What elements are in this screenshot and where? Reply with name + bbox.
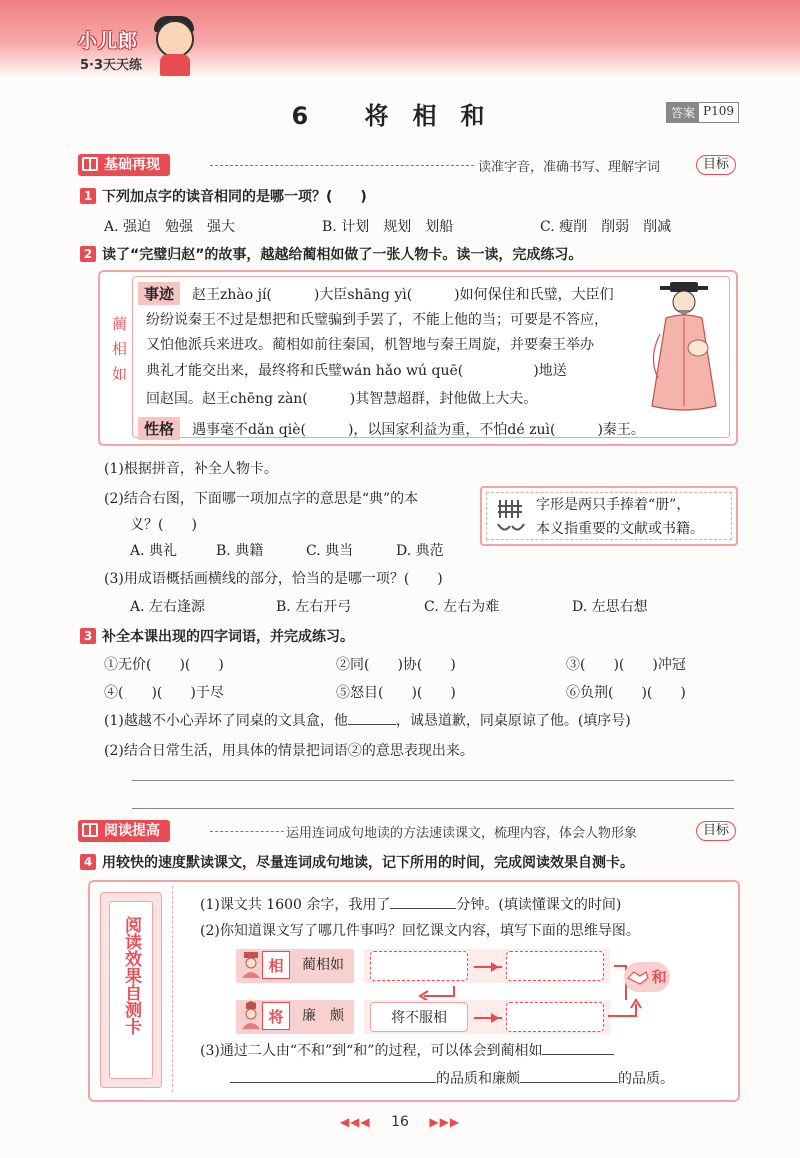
minister-illustration bbox=[640, 278, 732, 416]
mindmap-event-blank-3[interactable] bbox=[506, 1002, 604, 1032]
answer-page: P109 bbox=[703, 104, 734, 118]
character-name: 蔺相如 bbox=[110, 316, 128, 391]
mindmap-jiang-name: 廉 颇 bbox=[302, 1008, 344, 1024]
section-basics-header bbox=[78, 154, 170, 176]
mindmap-xiang-char: 相 bbox=[262, 951, 290, 979]
reading-card-title-frame bbox=[109, 901, 153, 1079]
q4-sub3-text-b: 的品质和廉颇 bbox=[436, 1071, 520, 1087]
mindmap-xiang-name: 蔺相如 bbox=[302, 957, 344, 973]
q3-idiom-5[interactable]: ⑤怒目( )( ) bbox=[336, 685, 456, 701]
q2-sub2-line2: 义？( ) bbox=[130, 517, 197, 533]
reading-card-title-panel bbox=[100, 892, 162, 1088]
mascot-body bbox=[160, 54, 190, 76]
arrow-right-icon bbox=[474, 1017, 502, 1019]
q3-sub1-text-b: ，诚恳道歉，同桌原谅了他。(填序号) bbox=[395, 713, 631, 729]
right-arrows-icon: ▶▶▶ bbox=[429, 1115, 461, 1129]
q2-sub2-option-c[interactable]: C. 典当 bbox=[306, 543, 354, 559]
q4-sub1-blank[interactable] bbox=[390, 908, 456, 909]
book-icon bbox=[82, 157, 98, 171]
q2-sub3-option-d[interactable]: D. 左思右想 bbox=[572, 599, 648, 615]
q2-sub2-option-a[interactable]: A. 典礼 bbox=[130, 543, 178, 559]
hint-line-2: 本义指重要的文献或书籍。 bbox=[536, 521, 704, 537]
q4-sub3-text-c: 的品质。 bbox=[618, 1071, 674, 1087]
q4-sub3-blank-2[interactable] bbox=[230, 1082, 436, 1083]
q4-sub3-line1 bbox=[200, 1040, 614, 1060]
question-number: 4 bbox=[80, 854, 96, 870]
question-number: 1 bbox=[80, 188, 96, 204]
goal-tag: 目标 bbox=[696, 155, 736, 175]
connector-arrow-icon bbox=[606, 996, 646, 1026]
brand-series: 5·3天天练 bbox=[80, 58, 143, 73]
question-stem: 用较快的速度默读课文，尽量连词成句地读，记下所用的时间，完成阅读效果自测卡。 bbox=[102, 855, 634, 871]
q1-option-c[interactable]: C. 瘦削 削弱 削减 bbox=[540, 219, 672, 235]
q4-sub3-line2 bbox=[230, 1068, 674, 1088]
q1-option-a[interactable]: A. 强迫 勉强 强大 bbox=[104, 219, 236, 235]
mascot-face bbox=[156, 20, 194, 58]
question-number: 2 bbox=[80, 246, 96, 262]
q2-sub3-option-a[interactable]: A. 左右逢源 bbox=[130, 599, 206, 615]
q4-sub1 bbox=[200, 894, 621, 914]
q3-sub1 bbox=[104, 710, 631, 730]
deeds-line-2: 纷纷说秦王不过是想把和氏璧骗到手罢了，不能上他的当；可要是不答应， bbox=[146, 312, 608, 328]
q1-option-b[interactable]: B. 计划 规划 划船 bbox=[322, 219, 454, 235]
character-card-name bbox=[106, 280, 130, 434]
question-4 bbox=[80, 852, 634, 872]
section-basics-tag bbox=[78, 154, 170, 176]
q2-sub2-option-d[interactable]: D. 典范 bbox=[396, 543, 444, 559]
deeds-line-5: 回赵国。赵王chēng zàn( )其智慧超群，封他做上大夫。 bbox=[146, 391, 538, 407]
arrow-right-icon bbox=[474, 966, 502, 968]
lesson-title: 6 将相和 bbox=[291, 102, 509, 130]
q2-sub2-option-b[interactable]: B. 典籍 bbox=[216, 543, 264, 559]
deeds-label: 事迹 bbox=[138, 282, 180, 305]
q3-sub1-text-a: (1)越越不小心弄坏了同桌的文具盒，他 bbox=[104, 713, 348, 729]
section-basics-label: 基础再现 bbox=[104, 157, 160, 173]
section-divider bbox=[210, 165, 474, 166]
q3-idiom-4[interactable]: ④( )( )于尽 bbox=[104, 685, 224, 701]
hint-line-1: 字形是两只手捧着“册”， bbox=[536, 497, 691, 513]
brand-logo bbox=[78, 26, 203, 80]
section-divider bbox=[210, 831, 284, 832]
answer-label: 答案 bbox=[667, 103, 699, 122]
section-reading-label: 阅读提高 bbox=[104, 823, 160, 839]
answer-line-2[interactable] bbox=[132, 808, 734, 809]
left-arrows-icon: ◀◀◀ bbox=[339, 1115, 371, 1129]
q3-idiom-2[interactable]: ②同( )协( ) bbox=[336, 657, 456, 673]
q4-sub1-text-a: (1)课文共 1600 余字，我用了 bbox=[200, 897, 391, 913]
q3-idiom-6[interactable]: ⑥负荆( )( ) bbox=[566, 685, 686, 701]
q4-sub3-text-a: (3)通过二人由“不和”到“和”的过程，可以体会到蔺相如 bbox=[200, 1043, 543, 1059]
mindmap-event-blank-2[interactable] bbox=[506, 951, 604, 981]
answer-reference bbox=[666, 102, 739, 123]
question-2 bbox=[80, 244, 582, 264]
glyph-hint-box bbox=[480, 486, 738, 546]
q3-idiom-3[interactable]: ③( )( )冲冠 bbox=[566, 657, 686, 673]
answer-line-1[interactable] bbox=[132, 780, 734, 781]
jiang-figure-icon bbox=[238, 1001, 264, 1031]
section-reading-tag bbox=[78, 820, 170, 842]
q4-sub1-text-b: 分钟。(填读懂课文的时间) bbox=[456, 897, 622, 913]
mindmap-he-char: 和 bbox=[651, 968, 667, 986]
question-1 bbox=[80, 186, 367, 206]
q2-sub2-line1: (2)结合右图，下面哪一项加点字的意思是“典”的本 bbox=[104, 491, 419, 507]
q4-sub2: (2)你知道课文写了哪几件事吗？回忆课文内容，填写下面的思维导图。 bbox=[200, 923, 640, 939]
section-basics-goal: 读准字音，准确书写、理解字词 bbox=[478, 160, 661, 175]
mindmap-event-blank-1[interactable] bbox=[370, 951, 468, 981]
deeds-line-4: 典礼才能交出来，最终将和氏璧wán hǎo wú quē( )地送 bbox=[146, 363, 567, 379]
mindmap-event-jiang: 将不服相 bbox=[370, 1002, 468, 1032]
q2-sub1: (1)根据拼音，补全人物卡。 bbox=[104, 461, 278, 477]
q4-sub3-blank-3[interactable] bbox=[520, 1082, 618, 1083]
section-reading-goal: 运用连词成句地读的方法速读课文，梳理内容，体会人物形象 bbox=[286, 826, 638, 841]
page-number: 16 bbox=[391, 1114, 409, 1130]
q3-sub1-blank[interactable] bbox=[348, 724, 396, 725]
brand-name: 小儿郎 bbox=[78, 30, 139, 52]
question-stem: 补全本课出现的四字词语，并完成练习。 bbox=[102, 629, 354, 645]
deeds-line-3: 又怕他派兵来进攻。蔺相如前往秦国，机智地与秦王周旋，并要秦王举办 bbox=[146, 337, 594, 353]
goal-tag: 目标 bbox=[696, 821, 736, 841]
question-number: 3 bbox=[80, 628, 96, 644]
question-stem: 下列加点字的读音相同的是哪一项？( ) bbox=[102, 189, 367, 205]
character-line: 遇事毫不dǎn qiè( )，以国家利益为重，不怕dé zuì( )秦王。 bbox=[192, 422, 645, 438]
ancient-dian-glyph-icon bbox=[494, 496, 528, 536]
q2-sub3-option-c[interactable]: C. 左右为难 bbox=[424, 599, 500, 615]
question-stem: 读了“完璧归赵”的故事，越越给蔺相如做了一张人物卡。读一读，完成练习。 bbox=[102, 247, 583, 263]
character-label: 性格 bbox=[138, 417, 180, 440]
handshake-icon bbox=[626, 966, 650, 988]
q4-sub3-blank-1[interactable] bbox=[542, 1054, 614, 1055]
q3-sub2: (2)结合日常生活，用具体的情景把词语②的意思表现出来。 bbox=[104, 743, 474, 759]
page-footer bbox=[0, 1114, 800, 1130]
reading-card-title: 阅读效果自测卡 bbox=[121, 916, 141, 1035]
q3-idiom-1[interactable]: ①无价( )( ) bbox=[104, 657, 224, 673]
q2-sub3: (3)用成语概括画横线的部分，恰当的是哪一项？( ) bbox=[104, 571, 443, 587]
deeds-line-1: 赵王zhào jí( )大臣shāng yì( )如何保住和氏璧，大臣们 bbox=[192, 287, 614, 303]
section-reading-header bbox=[78, 820, 170, 842]
mindmap-jiang-char: 将 bbox=[262, 1002, 290, 1030]
q2-sub3-option-b[interactable]: B. 左右开弓 bbox=[276, 599, 352, 615]
question-3 bbox=[80, 626, 354, 646]
xiang-figure-icon bbox=[238, 950, 264, 980]
book-icon bbox=[82, 823, 98, 837]
